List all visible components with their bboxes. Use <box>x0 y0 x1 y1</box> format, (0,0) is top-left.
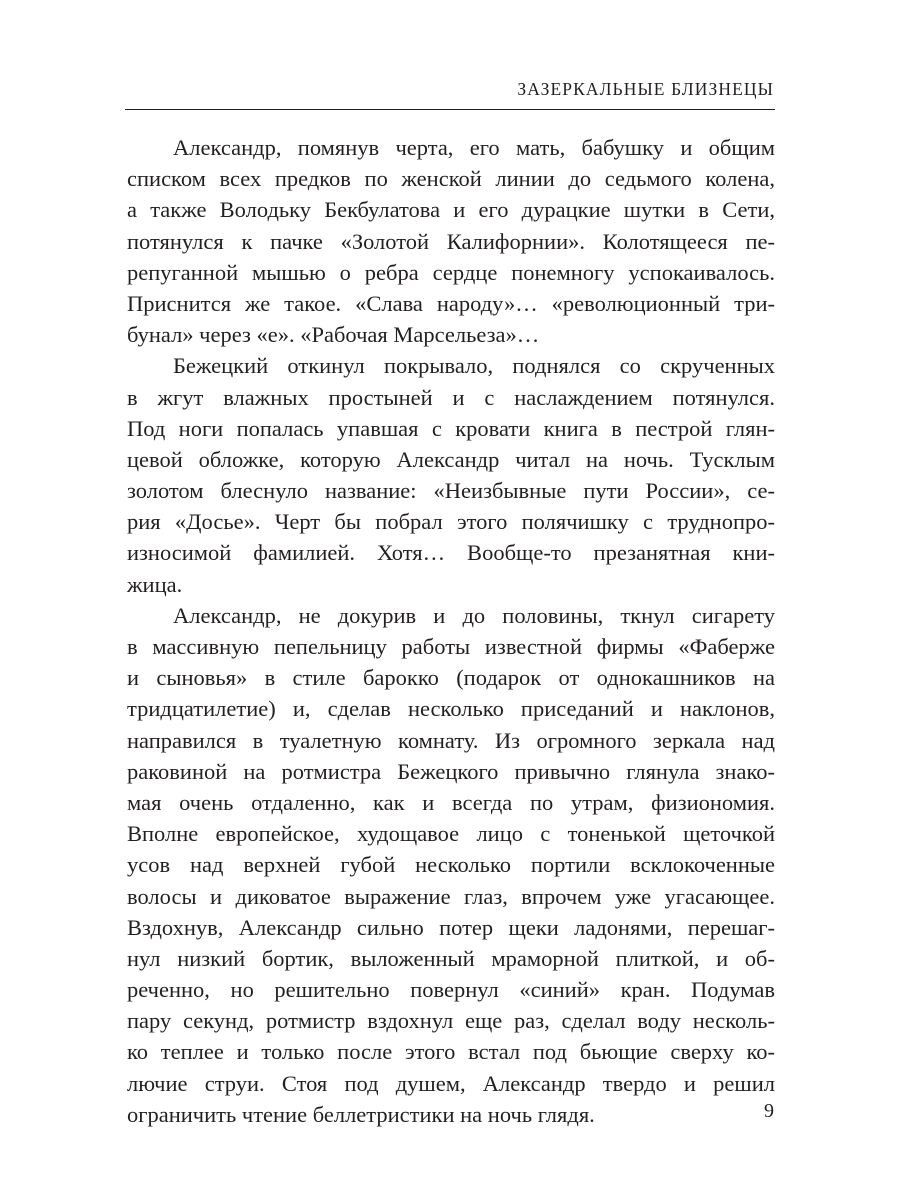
text-line: раковиной на ротмистра Бежецкого привычно глянула знако- <box>127 758 775 784</box>
text-line: в массивную пепельницу работы известной фирмы «Фаберже <box>127 634 775 659</box>
text-line: рия «Досье». Черт бы побрал этого полячишку с труднопро- <box>127 509 775 535</box>
text-line: ко теплее и только после этого встал под бьющие сверху ко- <box>127 1039 775 1065</box>
text-line: Под ноги попалась упавшая с кровати книга в пестрой глян- <box>127 415 775 441</box>
text-line: а также Володьку Бекбулатова и его дурацкие шутки в Сети, <box>127 197 775 223</box>
text-line: Вздохнув, Александр сильно потер щеки ладонями, перешаг- <box>127 914 775 940</box>
text-line: Вполне европейское, худощавое лицо с тоненькой щеточкой <box>127 821 775 847</box>
text-line: волосы и диковатое выражение глаз, впрочем уже угасающее. <box>127 883 775 909</box>
running-head: ЗАЗЕРКАЛЬНЫЕ БЛИЗНЕЦЫ <box>517 79 774 99</box>
text-line: нул низкий бортик, выложенный мраморной плиткой, и об- <box>127 945 775 971</box>
text-line: потянулся к пачке «Золотой Калифорнии». Колотящееся пе- <box>127 228 775 254</box>
header-rule <box>125 109 775 110</box>
text-line: репуганной мышью о ребра сердце понемногу успокаивалось. <box>127 259 775 285</box>
text-line: бунал» через «е». «Рабочая Марсельеза»… <box>127 322 540 348</box>
text-line: списком всех предков по женской линии до седьмого колена, <box>127 166 775 192</box>
text-line: пару секунд, ротмистр вздохнул еще раз, сделал воду несколь- <box>127 1008 775 1034</box>
text-line: направился в туалетную комнату. Из огромного зеркала над <box>127 727 775 753</box>
text-line: усов над верхней губой несколько портили всклокоченные <box>127 852 775 878</box>
text-line: Бежецкий откинул покрывало, поднялся со скрученных <box>173 353 775 379</box>
page-number: 9 <box>764 1100 774 1122</box>
text-line: Александр, не докурив и до половины, ткнул сигарету <box>173 602 775 628</box>
text-line: в жгут влажных простыней и с наслаждением потянулся. <box>127 384 775 410</box>
text-line: лючие струи. Стоя под душем, Александр твердо и решил <box>127 1070 775 1096</box>
text-line: мая очень отдаленно, как и всегда по утрам, физиономия. <box>127 789 775 815</box>
text-line: Александр, помянув черта, его мать, бабушку и общим <box>173 135 775 160</box>
text-line: и сыновья» в стиле барокко (подарок от однокашников на <box>127 665 775 691</box>
text-line: тридцатилетие) и, сделав несколько приседаний и наклонов, <box>127 696 775 722</box>
text-line: Приснится же такое. «Слава народу»… «революционный три- <box>127 290 775 316</box>
text-line: золотом блеснуло название: «Неизбывные пути России», се- <box>127 478 775 504</box>
text-line: цевой обложке, которую Александр читал на ночь. Тусклым <box>127 446 775 472</box>
text-line: жица. <box>127 571 183 597</box>
body-text <box>127 132 775 1130</box>
text-line: износимой фамилией. Хотя… Вообще-то презанятная кни- <box>127 540 775 566</box>
text-line: ограничить чтение беллетристики на ночь глядя. <box>127 1101 595 1127</box>
text-line: реченно, но решительно повернул «синий» кран. Подумав <box>127 977 775 1003</box>
